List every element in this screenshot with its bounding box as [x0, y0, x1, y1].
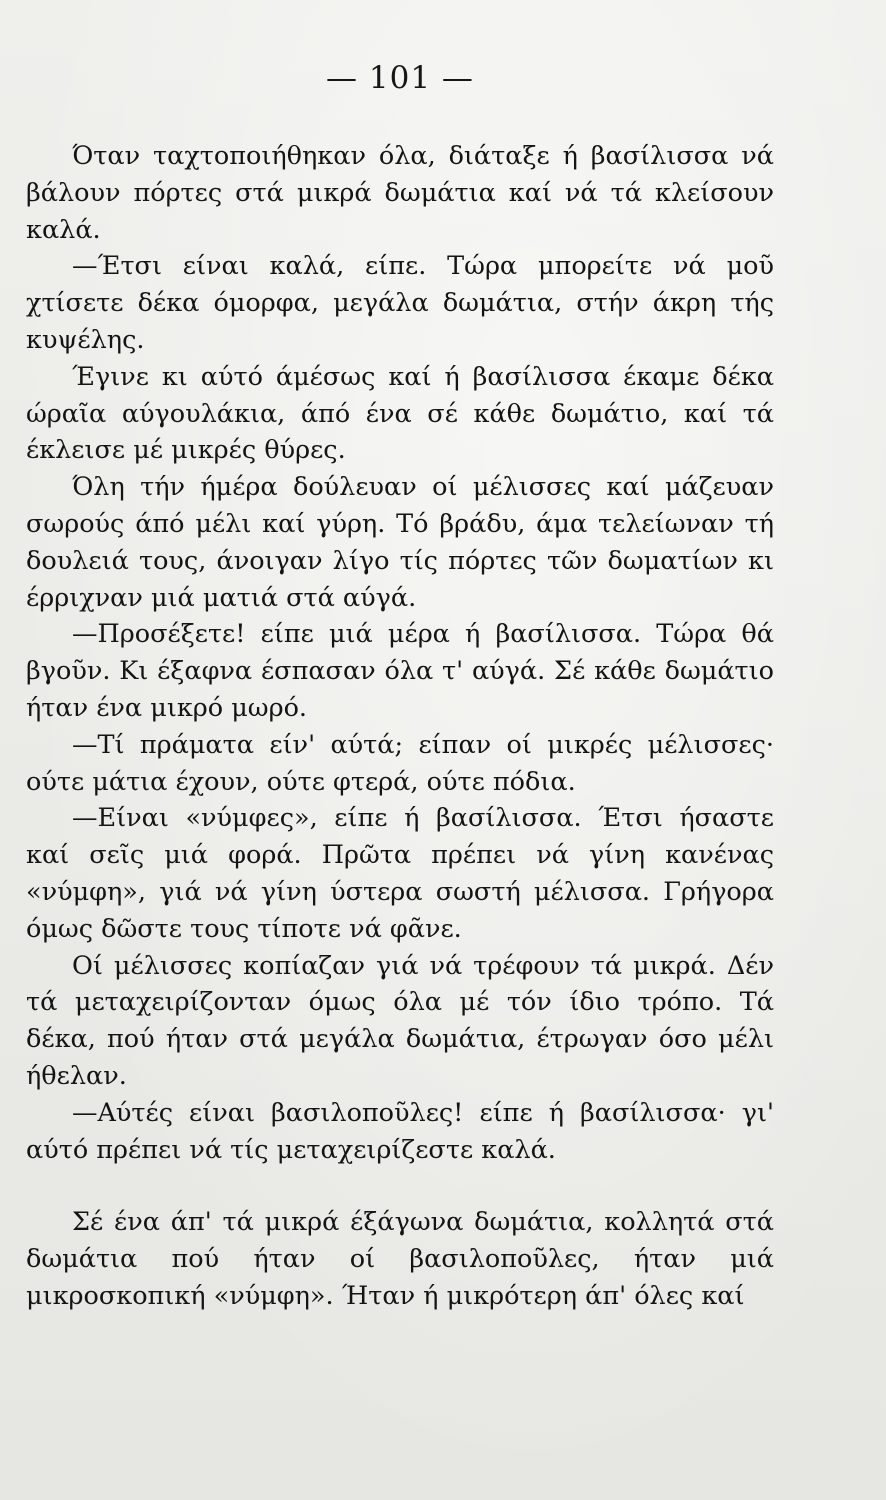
page-number: — 101 —: [326, 60, 474, 96]
paragraph: Σέ ένα άπ' τά μικρά έξάγωνα δωμάτια, κολλητά στά δωμάτια πού ήταν οί βασιλοποῦλες, ήταν μιά μικροσκοπική «νύμφη». Ήταν ή μικρότερη άπ' όλες καί: [26, 1207, 774, 1311]
paragraph: Όταν ταχτοποιήθηκαν όλα, διάταξε ή βασίλισσα νά βάλουν πόρτες στά μικρά δωμάτια καί νά τά κλείσουν καλά.: [26, 141, 774, 245]
paragraph: —Αύτές είναι βασιλοποῦλες! είπε ή βασίλισσα· γι' αύτό πρέπει νά τίς μεταχειρίζεστε καλά.: [26, 1097, 774, 1165]
paragraph: —Είναι «νύμφες», είπε ή βασίλισσα. Έτσι ήσαστε καί σεῖς μιά φορά. Πρῶτα πρέπει νά γίνη κανένας «νύμφη», γιά νά γίνη ύστερα σωστή μέλισσα. Γρήγορα όμως δῶστε τους τίποτε νά φᾶνε.: [26, 803, 774, 944]
paragraph: Έγινε κι αύτό άμέσως καί ή βασίλισσα έκαμε δέκα ώραῖα αύγουλάκια, άπό ένα σέ κάθε δωμάτιο, καί τά έκλεισε μέ μικρές θύρες.: [26, 361, 774, 466]
paragraph: —Τί πράματα είν' αύτά; είπαν οί μικρές μέλισσες· ούτε μάτια έχουν, ούτε φτερά, ούτε πόδια.: [26, 729, 774, 797]
paragraph: —Προσέξετε! είπε μιά μέρα ή βασίλισσα. Τώρα θά βγοῦν. Κι έξαφνα έσπασαν όλα τ' αύγά. Σέ κάθε δωμάτιο ήταν ένα μικρό μωρό.: [26, 619, 774, 723]
paragraph: Όλη τήν ήμέρα δούλευαν οί μέλισσες καί μάζευαν σωρούς άπό μέλι καί γύρη. Τό βράδυ, άμα τελείωναν τή δουλειά τους, άνοιγαν λίγο τίς πόρτες τῶν δωματίων κι έρριχναν μιά ματιά στά αύγά.: [26, 472, 774, 613]
body-text: [26, 138, 774, 1315]
paragraph: —Έτσι είναι καλά, είπε. Τώρα μπορείτε νά μοῦ χτίσετε δέκα όμορφα, μεγάλα δωμάτια, στήν άκρη τής κυψέλης.: [26, 251, 774, 355]
paragraph: Οί μέλισσες κοπίαζαν γιά νά τρέφουν τά μικρά. Δέν τά μεταχειρίζονταν όμως όλα μέ τόν ίδιο τρόπο. Τά δέκα, πού ήταν στά μεγάλα δωμάτια, έτρωγαν όσο μέλι ήθελαν.: [26, 950, 774, 1091]
